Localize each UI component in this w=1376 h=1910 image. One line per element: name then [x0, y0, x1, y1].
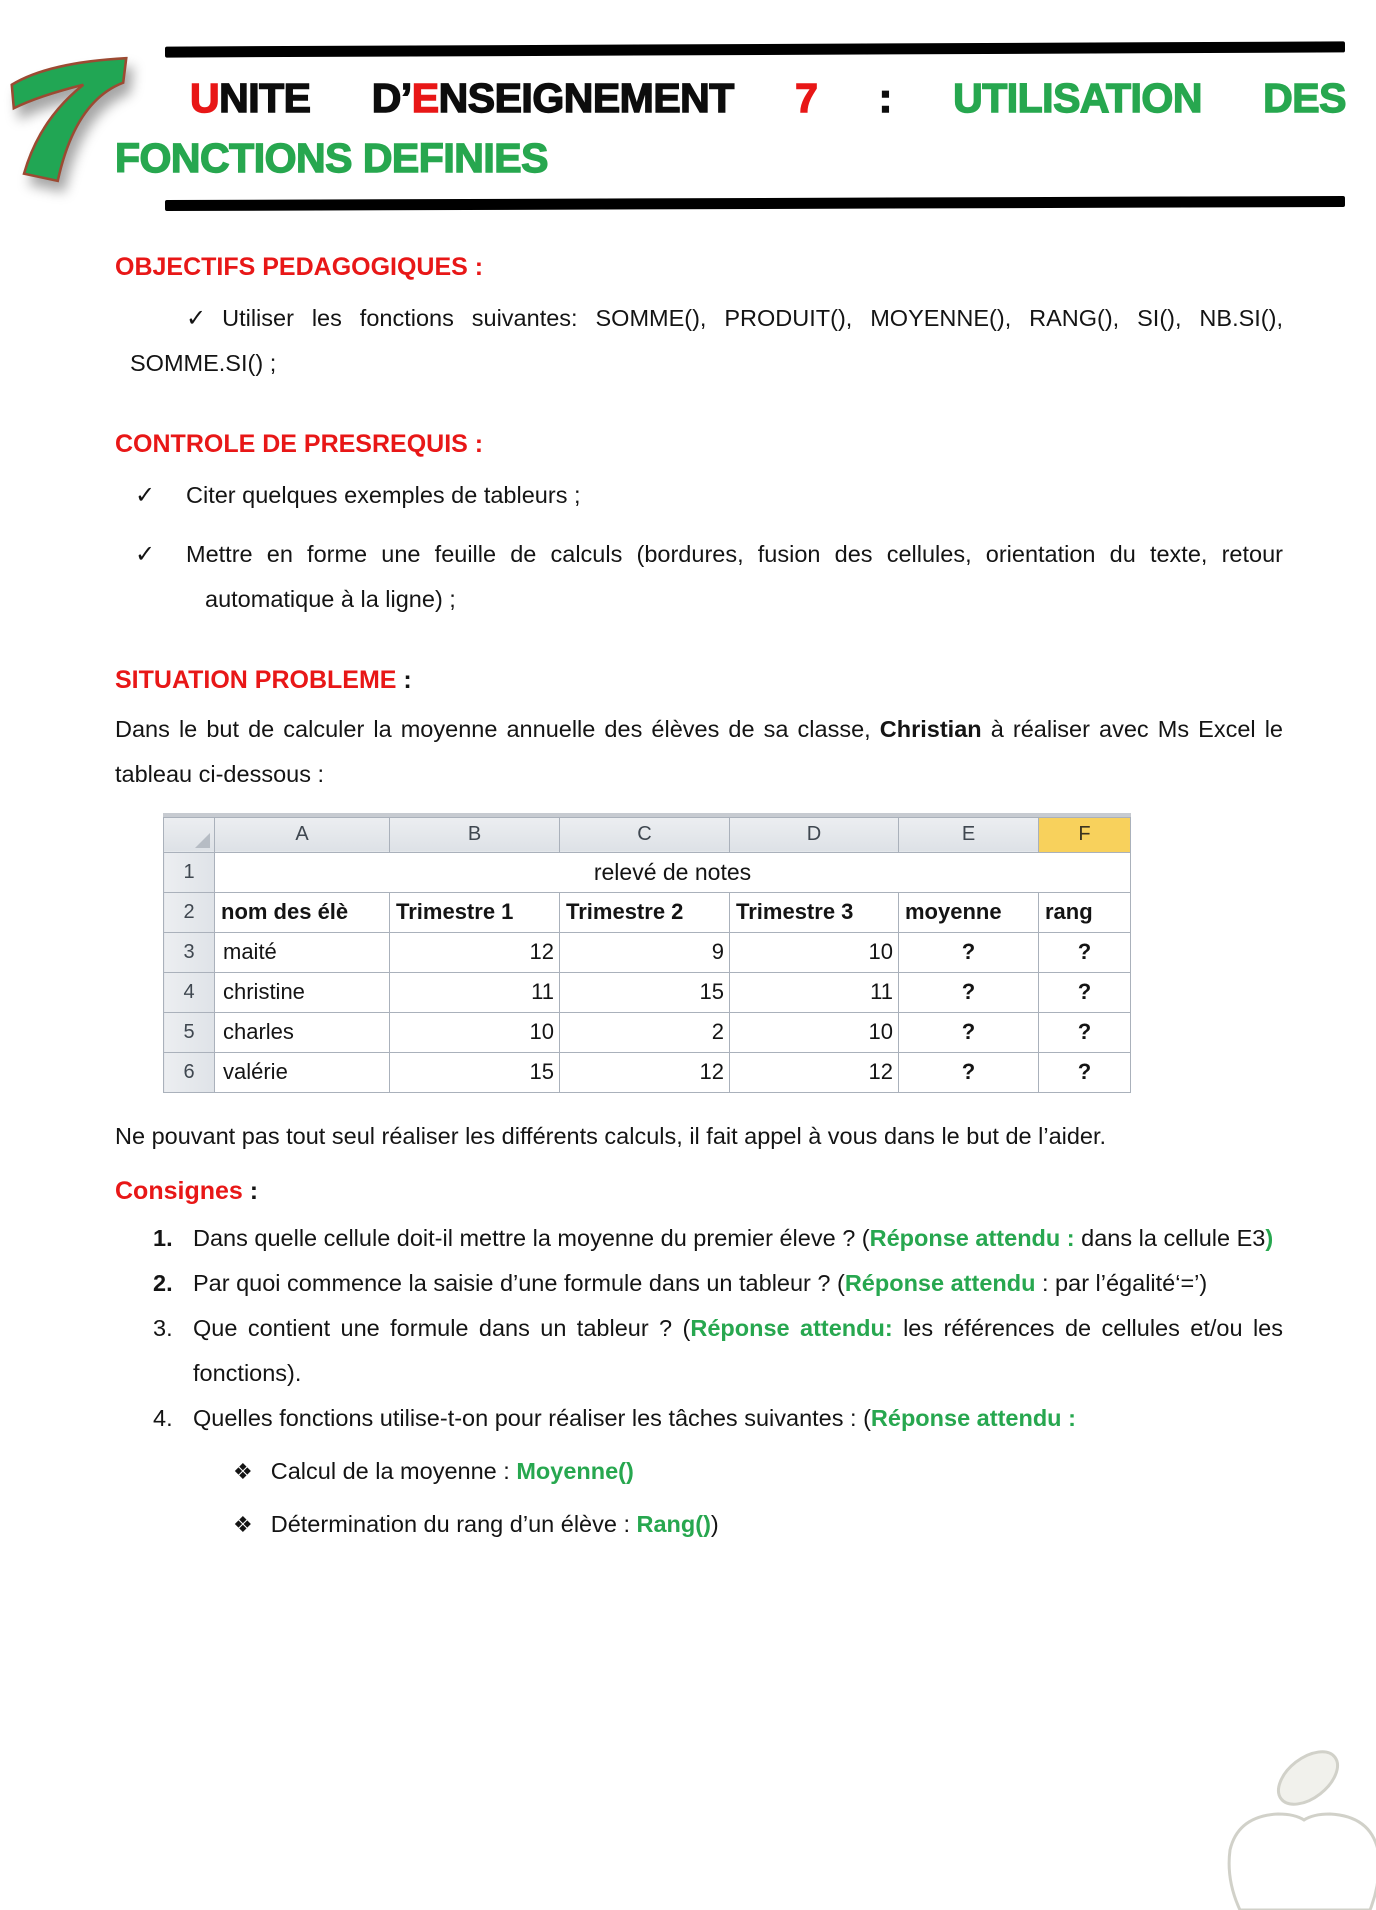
situation-heading-colon: :	[396, 665, 412, 694]
cell-F5: ?	[1039, 1012, 1131, 1052]
row-number: 6	[164, 1052, 215, 1092]
cell-A4: christine	[215, 972, 390, 1012]
column-header-row	[164, 817, 1131, 852]
controle-item-2: ✓ Mettre en forme une feuille de calculs (bordures, fusion des cellules, orientation du texte, retour automatique à la ligne) ;	[135, 540, 1283, 612]
cell-C6: 12	[560, 1052, 730, 1092]
check-icon: ✓	[186, 304, 207, 332]
situation-heading	[115, 666, 1283, 695]
controle-item-2-text: Mettre en forme une feuille de calculs (bordures, fusion des cellules, orientation du texte, retour automatique à la ligne) ;	[186, 540, 1283, 612]
cell-F3: ?	[1039, 932, 1131, 972]
page-title: UNITE D’ENSEIGNEMENT 7 : UTILISATION DES	[190, 75, 1346, 121]
cell-E5: ?	[899, 1012, 1039, 1052]
sheet-row-4	[164, 972, 1131, 1012]
sub-item-moyenne-text: Calcul de la moyenne : Moyenne()	[270, 1457, 634, 1484]
diamond-bullet-icon: ❖	[233, 1458, 253, 1484]
cell-E4: ?	[899, 972, 1039, 1012]
cell-D2: Trimestre 3	[730, 892, 899, 932]
objectifs-heading: OBJECTIFS PEDAGOGIQUES :	[115, 252, 484, 281]
cell-B5: 10	[390, 1012, 560, 1052]
cell-F2: rang	[1039, 892, 1131, 932]
top-rule	[165, 41, 1345, 57]
unit-7-logo-icon	[4, 50, 134, 188]
sub-item-rang-text: Détermination du rang d’un élève : Rang())	[270, 1510, 719, 1537]
controle-item-1: ✓ Citer quelques exemples de tableurs ;	[135, 481, 581, 509]
cell-B4: 11	[390, 972, 560, 1012]
consigne-item-1	[115, 1216, 1283, 1261]
sheet-row-5	[164, 1012, 1131, 1052]
row-number: 3	[164, 932, 215, 972]
sub-item-moyenne	[115, 1449, 1283, 1494]
diamond-bullet-icon: ❖	[233, 1511, 253, 1537]
cell-E2: moyenne	[899, 892, 1039, 932]
objectifs-item	[115, 296, 1283, 386]
sheet-row-3	[164, 932, 1131, 972]
item-number: 3.	[153, 1314, 173, 1341]
document-page	[0, 44, 1376, 1846]
excel-screenshot	[163, 813, 1131, 1093]
after-table-paragraph: Ne pouvant pas tout seul réaliser les différents calculs, il fait appel à vous dans le but de l’aider.	[115, 1122, 1107, 1149]
objectifs-item-text: Utiliser les fonctions suivantes: SOMME(), PRODUIT(), MOYENNE(), RANG(), SI(), NB.SI(), SOMME.SI() ;	[130, 304, 1283, 376]
merged-title-cell: relevé de notes	[215, 852, 1131, 892]
sub-item-rang	[115, 1502, 1283, 1547]
consigne-item-3	[115, 1306, 1283, 1396]
item-number: 2.	[153, 1269, 173, 1296]
cell-D5: 10	[730, 1012, 899, 1052]
col-header-C: C	[560, 817, 730, 852]
cell-F4: ?	[1039, 972, 1131, 1012]
row-number: 4	[164, 972, 215, 1012]
cell-E3: ?	[899, 932, 1039, 972]
page-title-line2: FONCTIONS DEFINIES	[115, 135, 548, 182]
consignes-heading-colon: :	[242, 1176, 259, 1205]
consignes-heading	[115, 1177, 1283, 1206]
cell-D6: 12	[730, 1052, 899, 1092]
sheet-row-1	[164, 852, 1131, 892]
consigne-item-2	[115, 1261, 1283, 1306]
cell-F6: ?	[1039, 1052, 1131, 1092]
cell-C4: 15	[560, 972, 730, 1012]
consignes-heading-text: Consignes	[115, 1176, 243, 1205]
row-number: 2	[164, 892, 215, 932]
row-number: 5	[164, 1012, 215, 1052]
cell-B6: 15	[390, 1052, 560, 1092]
cell-C3: 9	[560, 932, 730, 972]
consigne-item-2-text: Par quoi commence la saisie d’une formule dans un tableur ? (Réponse attendu : par l’égalité‘=’)	[193, 1269, 1208, 1296]
cell-C2: Trimestre 2	[560, 892, 730, 932]
document-body	[0, 253, 1376, 1547]
consigne-item-1-text: Dans quelle cellule doit-il mettre la moyenne du premier éleve ? (Réponse attendu : dans la cellule E3)	[193, 1224, 1274, 1251]
col-header-A: A	[215, 817, 390, 852]
cell-A5: charles	[215, 1012, 390, 1052]
cell-B3: 12	[390, 932, 560, 972]
controle-heading: CONTROLE DE PRESREQUIS :	[115, 429, 484, 458]
controle-item-1-text: Citer quelques exemples de tableurs ;	[186, 481, 581, 508]
cell-D3: 10	[730, 932, 899, 972]
col-header-B: B	[390, 817, 560, 852]
cell-B2: Trimestre 1	[390, 892, 560, 932]
cell-D4: 11	[730, 972, 899, 1012]
bottom-rule	[165, 196, 1345, 211]
item-number: 4.	[153, 1404, 173, 1431]
cell-C5: 2	[560, 1012, 730, 1052]
cell-A6: valérie	[215, 1052, 390, 1092]
col-header-D: D	[730, 817, 899, 852]
situation-intro: Dans le but de calculer la moyenne annuelle des élèves de sa classe, Christian à réaliser avec Ms Excel le tableau ci-dessous :	[115, 715, 1283, 787]
consigne-item-4	[115, 1396, 1283, 1441]
spreadsheet-table	[163, 817, 1131, 1093]
item-number: 1.	[153, 1224, 173, 1251]
cell-E6: ?	[899, 1052, 1039, 1092]
sheet-row-2	[164, 892, 1131, 932]
consigne-item-3-text: Que contient une formule dans un tableur ? (Réponse attendu: les références de cellules et/ou les fonctions).	[193, 1314, 1283, 1386]
select-all-corner	[164, 817, 215, 852]
cell-A3: maité	[215, 932, 390, 972]
apple-watermark-icon	[1200, 1720, 1376, 1910]
situation-heading-text: SITUATION PROBLEME	[115, 665, 397, 694]
consigne-item-4-text: Quelles fonctions utilise-t-on pour réaliser les tâches suivantes : (Réponse attendu :	[193, 1404, 1076, 1431]
col-header-F-selected: F	[1039, 817, 1131, 852]
col-header-E: E	[899, 817, 1039, 852]
cell-A2: nom des élè	[215, 892, 390, 932]
row-number: 1	[164, 852, 215, 892]
sheet-row-6	[164, 1052, 1131, 1092]
